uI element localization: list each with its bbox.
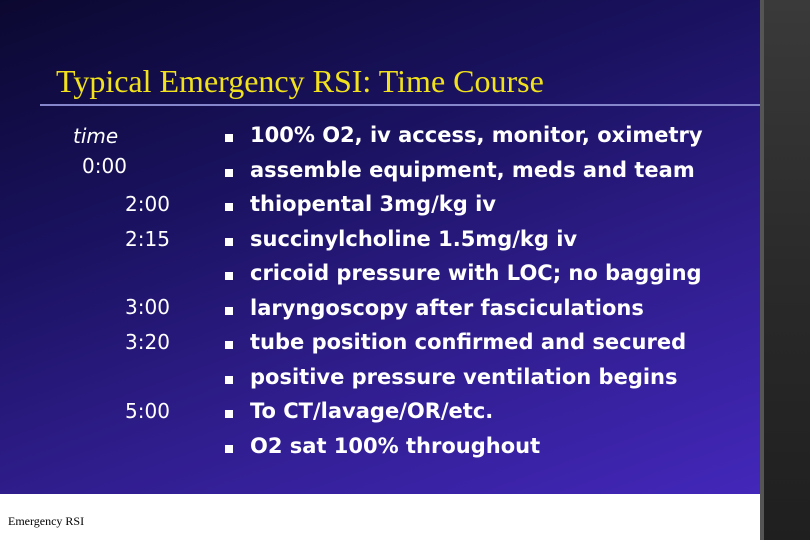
list-item <box>222 360 703 395</box>
time-column-label: time <box>73 124 119 148</box>
bullet-text: cricoid pressure with LOC; no bagging <box>250 261 702 286</box>
time-entry: 3:00 <box>125 295 170 319</box>
time-column <box>0 0 220 494</box>
square-bullet-icon <box>225 445 233 453</box>
time-entry: 3:20 <box>125 330 170 354</box>
list-item <box>222 394 703 429</box>
bullet-text: succinylcholine 1.5mg/kg iv <box>250 226 578 251</box>
time-entry: 0:00 <box>82 154 127 178</box>
time-entry: 2:15 <box>125 227 170 251</box>
square-bullet-icon <box>225 272 233 280</box>
bullet-text: thiopental 3mg/kg iv <box>250 192 496 217</box>
time-entry: 2:00 <box>125 192 170 216</box>
list-item <box>222 118 703 153</box>
square-bullet-icon <box>225 203 233 211</box>
square-bullet-icon <box>225 376 233 384</box>
shadow-edge <box>760 0 764 540</box>
slide-title: Typical Emergency RSI: Time Course <box>56 63 544 99</box>
square-bullet-icon <box>225 169 233 177</box>
bullet-text: O2 sat 100% throughout <box>250 433 541 458</box>
bullet-text: assemble equipment, meds and team <box>250 157 695 182</box>
square-bullet-icon <box>225 307 233 315</box>
bullet-text: tube position confirmed and secured <box>250 330 687 355</box>
list-item <box>222 256 703 291</box>
list-item <box>222 153 703 188</box>
square-bullet-icon <box>225 410 233 418</box>
list-item <box>222 429 703 464</box>
square-bullet-icon <box>225 134 233 142</box>
bullet-text: 100% O2, iv access, monitor, oximetry <box>250 123 703 148</box>
bullet-text: To CT/lavage/OR/etc. <box>250 399 494 424</box>
list-item <box>222 325 703 360</box>
square-bullet-icon <box>225 341 233 349</box>
slide-footer: Emergency RSI <box>8 514 85 528</box>
footer-area <box>0 494 760 540</box>
list-item <box>222 291 703 326</box>
bullet-text: laryngoscopy after fasciculations <box>250 295 644 320</box>
square-bullet-icon <box>225 238 233 246</box>
time-entry: 5:00 <box>125 399 170 423</box>
bullet-list <box>222 118 703 463</box>
slide-shadow <box>760 0 810 540</box>
list-item <box>222 222 703 257</box>
list-item <box>222 187 703 222</box>
bullet-text: positive pressure ventilation begins <box>250 364 678 389</box>
